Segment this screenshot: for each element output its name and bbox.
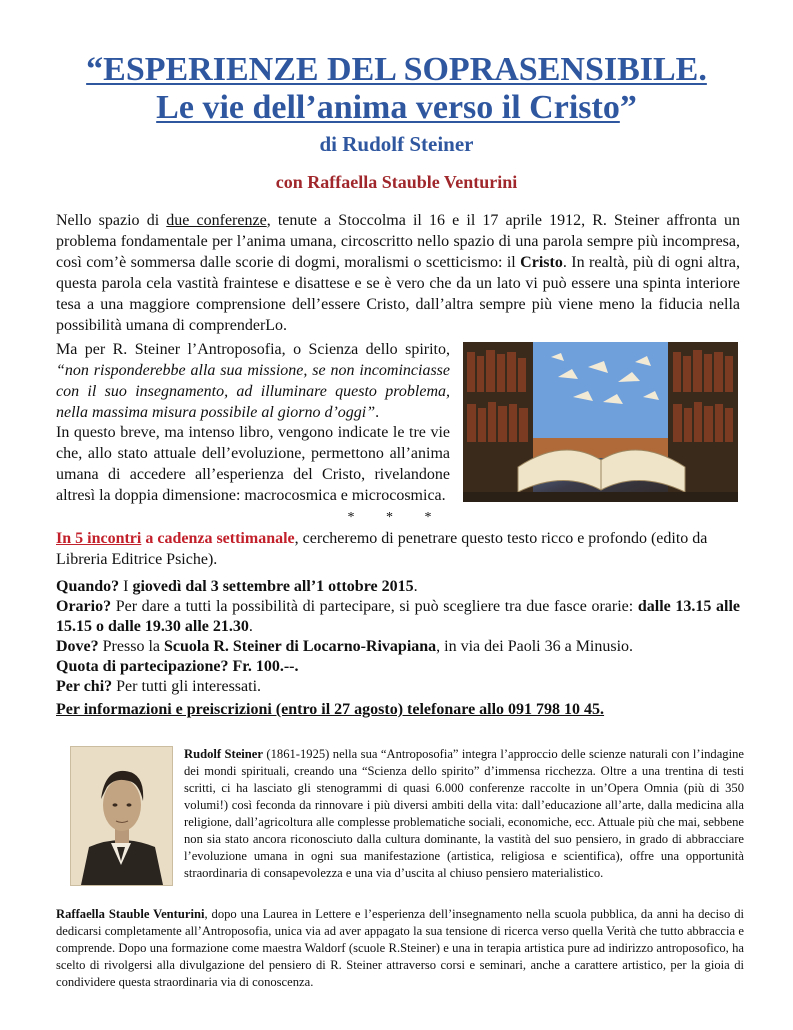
antroposofia-paragraph — [56, 339, 450, 423]
portrait-illustration — [71, 747, 172, 885]
info-when — [56, 577, 740, 597]
title-line-1-text: “ESPERIENZE DEL SOPRASENSIBILE. — [86, 51, 707, 88]
venturini-bio-text: , dopo una Laurea in Lettere e l’esperienza dell’insegnamento nella scuola pubblica, da anni ha deciso di dedicarsi completamente all’Antroposofia, unica via ad aver appagato la sua tensione di ricerca verso quella Verità che tutto abbraccia e comprende. Dopo una formazione come maestra Waldorf (scuole R.Steiner) e una in terapia artistica pure ad indirizzo antroposofico, ha scelto di rivolgersi alla divulgazione del pensiero di R. Steiner attraverso corsi e seminari, anche a carattere artistico, per la gioia di condividere questa straordinaria via di conoscenza. — [56, 907, 744, 989]
title-line-2 — [0, 88, 793, 128]
steiner-bio-text: (1861-1925) nella sua “Antroposofia” integra l’approccio delle scienze naturali con l’indagine dei mondi spirituali, creando una “Scienza dello spirito” d’immensa ricchezza. Oltre a una trentina di testi scritti, ci ha lasciato gli stenogrammi di quasi 6.000 conferenze raccolte in un’Opera Omnia (più di 350 volumi!) così feconda da rinnovare i più diversi ambiti della vita: dall’educazione all’arte, dalla medicina alla religione, dall’agricoltura alle complesse problematiche sociali, economiche, ecc. Attuale più che mai, sebbene non sia stato ancora riconosciuto dalla cultura dominante, la vastità del suo pensiero, in grado di abbracciare l’evoluzione umana in ogni sua manifestazione (artistica, religiosa e scientifica), offre una opportunità straordinaria di consapevolezza e una via d’uscita al chiuso pensiero materialistico. — [184, 747, 744, 880]
when-pre: I — [119, 578, 133, 595]
steiner-portrait — [70, 746, 173, 886]
info-who — [56, 677, 740, 697]
intro-text-start: Nello spazio di — [56, 212, 167, 229]
intro-paragraph — [56, 210, 740, 336]
p2-text-start: Ma per R. Steiner l’Antroposofia, o Scienza dello spirito, — [56, 341, 450, 358]
info-where — [56, 637, 740, 657]
when-label: Quando? — [56, 578, 120, 595]
open-book-image — [463, 342, 738, 502]
title-author: di Rudolf Steiner — [319, 132, 474, 156]
intro-underlined: due conferenze — [166, 212, 267, 229]
title-line-2-text: Le vie dell’anima verso il Cristo — [156, 89, 620, 126]
when-value: giovedì dal 3 settembre all’1 ottobre 2015 — [132, 578, 414, 595]
title-closing-quote: ” — [619, 89, 637, 126]
venturini-bio — [56, 906, 744, 991]
where-label: Dove? — [56, 638, 99, 655]
time-label: Orario? — [56, 598, 112, 615]
time-pre: Per dare a tutti la possibilità di partecipare, si può scegliere tra due fasce orarie: — [111, 598, 638, 615]
who-label: Per chi? — [56, 678, 113, 695]
where-pre: Presso la — [98, 638, 164, 655]
section-separator: * * * — [347, 510, 446, 525]
time-value: dalle 13.15 alle 15.15 o dalle 19.30 alle 21.30 — [56, 598, 740, 635]
info-fee — [56, 657, 740, 677]
steiner-bio — [184, 746, 744, 882]
fee-text: Quota di partecipazione? Fr. 100.--. — [56, 658, 299, 675]
who-value: Per tutti gli interessati. — [112, 678, 262, 695]
meetings-paragraph — [56, 528, 740, 570]
title-line-1 — [0, 50, 793, 90]
meetings-count: In 5 incontri — [56, 530, 142, 547]
where-post: , in via dei Paoli 36 a Minusio. — [436, 638, 634, 655]
where-value: Scuola R. Steiner di Locarno-Rivapiana — [163, 638, 437, 655]
meetings-cadence: a cadenza settimanale — [141, 530, 295, 547]
intro-bold-cristo: Cristo — [520, 254, 563, 271]
open-book-illustration — [463, 342, 738, 502]
when-post: . — [413, 578, 418, 595]
time-post: . — [248, 618, 253, 635]
venturini-bio-name: Raffaella Stauble Venturini — [56, 907, 205, 921]
intro-text-end: . In realtà, più di ogni altra, questa parola cela vastità fraintese e disattese e se è vero che da un lato vi può essere una spinta interiore tesa a una maggiore comprensione dell’essere Cristo, dall’altra sempre più viene meno la fiducia nella possibilità umana di comprenderLo. — [56, 254, 741, 334]
intro-text-mid: , tenute a Stoccolma il 16 e il 17 aprile 1912, R. Steiner affronta un problema fondamentale per l’anima umana, circoscritto nello spazio di una parola sempre più incompresa, così com’è sommersa dalle scorie di dogmi, moralismi o scetticismo: il — [56, 212, 740, 271]
p2-text-end: . — [375, 404, 380, 421]
steiner-bio-name: Rudolf Steiner — [184, 747, 263, 761]
info-time — [56, 597, 740, 637]
event-info — [56, 577, 740, 697]
presenter-line: con Raffaella Stauble Venturini — [275, 172, 518, 192]
contact-line: Per informazioni e preiscrizioni (entro il 27 agosto) telefonare allo 091 798 10 45. — [56, 701, 605, 718]
book-paragraph: In questo breve, ma intenso libro, vengono indicate le tre vie che, allo stato attuale dell’evoluzione, permettono all’anima umana di accedere all’esperienza del Cristo, rivelandone altresì la doppia dimensione: macrocosmica e microcosmica. — [56, 424, 450, 504]
meetings-text: , cercheremo di penetrare questo testo ricco e profondo (edito da Libreria Editrice Psiche). — [56, 530, 708, 568]
p2-quote: “non risponderebbe alla sua missione, se non incominciasse con il suo insegnamento, ad illuminare questo problema, nella massima misura possibile al giorno d’oggi” — [56, 362, 450, 421]
